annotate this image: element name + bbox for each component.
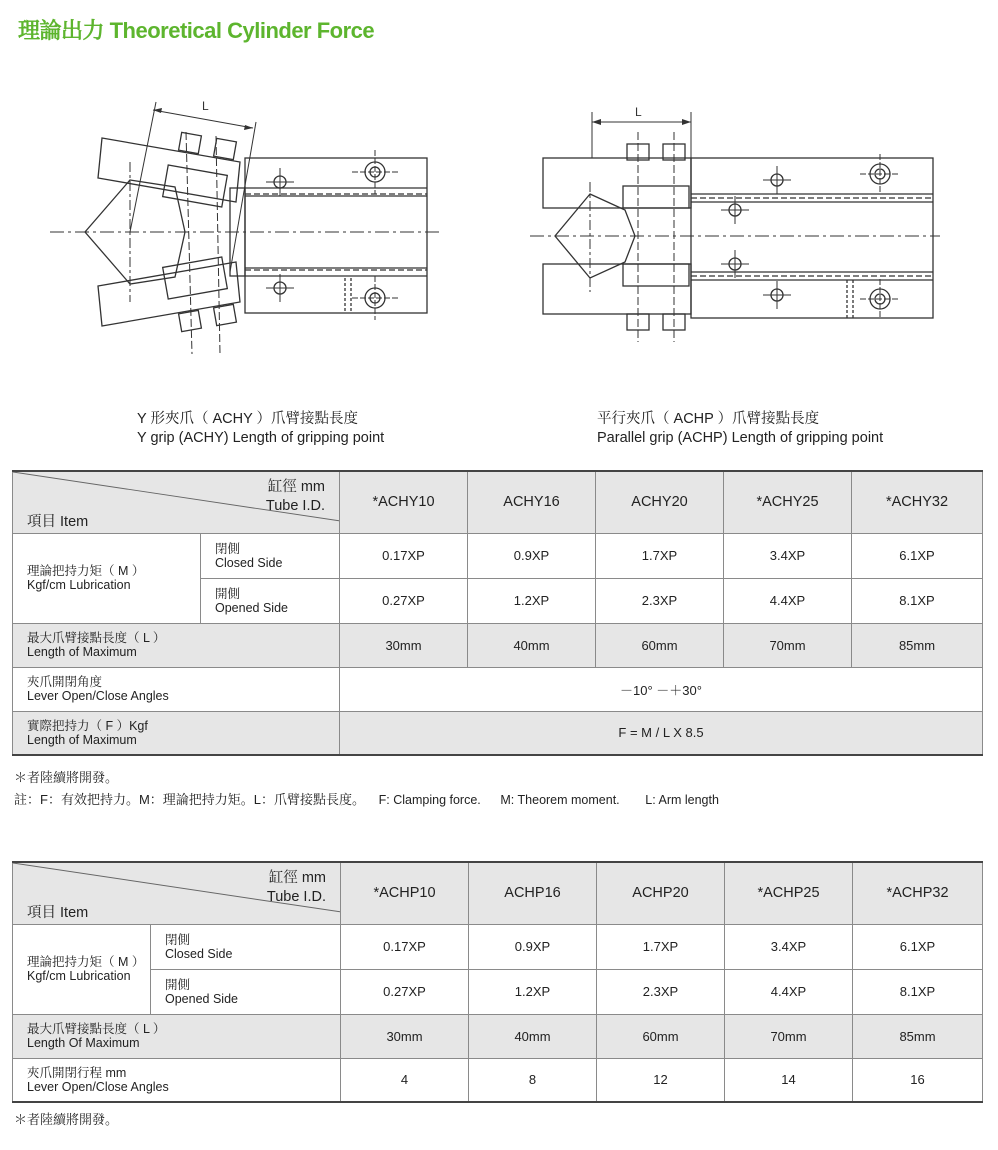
table1-cell: 85mm: [852, 623, 983, 667]
table1-force-zh: 實際把持力（ F ）Kgf: [27, 718, 148, 733]
table1-opened-zh: 開側: [215, 586, 241, 601]
table2-closed-zh: 閉側: [165, 932, 191, 947]
table2-cell: 12: [597, 1058, 725, 1102]
table2-cell: 0.27XP: [341, 969, 469, 1014]
table2-cell: 4: [341, 1058, 469, 1102]
table1-opened-en: Opened Side: [215, 600, 288, 615]
table1-opened-label: [201, 578, 340, 623]
table1-cell: 6.1XP: [852, 533, 983, 578]
table1-item-label: 項目 Item: [27, 513, 89, 530]
table2-row-length: [13, 1014, 983, 1058]
achy-force-table: [12, 470, 983, 756]
table1-cell: 8.1XP: [852, 578, 983, 623]
table1-length-en: Length of Maximum: [27, 645, 137, 659]
table2-closed-label: [151, 924, 341, 969]
table2-cell: 1.7XP: [597, 924, 725, 969]
table2-row-opened: [13, 969, 983, 1014]
table1-cell: 40mm: [468, 623, 596, 667]
table2-col-header: ACHP20: [597, 862, 725, 924]
table1-closed-en: Closed Side: [215, 555, 283, 570]
table1-angle-value: －10° －＋30°: [340, 667, 983, 711]
table1-cell: 4.4XP: [724, 578, 852, 623]
table2-cell: 85mm: [853, 1014, 983, 1058]
table1-cell: 1.2XP: [468, 578, 596, 623]
table1-cell: 3.4XP: [724, 533, 852, 578]
table1-cell: 70mm: [724, 623, 852, 667]
parallel-grip-diagram: [525, 102, 945, 352]
table1-length-label: [13, 623, 340, 667]
table2-opened-en: Opened Side: [165, 991, 238, 1006]
table2-cell: 6.1XP: [853, 924, 983, 969]
table2-cell: 8.1XP: [853, 969, 983, 1014]
table1-cell: 30mm: [340, 623, 468, 667]
table2-length-label: [13, 1014, 341, 1058]
table1-dev-note: ＊者陸續將開發。: [14, 770, 119, 785]
table1-tube-en: Tube I.D.: [265, 498, 325, 514]
table2-dev-note: ＊者陸續將開發。: [14, 1112, 119, 1127]
table1-col-header: *ACHY25: [724, 471, 852, 533]
table1-legend-note: [14, 789, 719, 808]
table2-opened-label: [151, 969, 341, 1014]
table1-force-value: F = M / L X 8.5: [340, 711, 983, 755]
table1-force-label: [13, 711, 340, 755]
table2-moment-en: Kgf/cm Lubrication: [27, 969, 131, 983]
table1-angle-zh: 夾爪開閉角度: [27, 675, 103, 689]
table1-moment-label: [13, 533, 201, 623]
table1-cell: 0.27XP: [340, 578, 468, 623]
table2-cell: 8: [469, 1058, 597, 1102]
table2-cell: 14: [725, 1058, 853, 1102]
y-grip-caption: [137, 410, 384, 448]
table1-closed-label: [201, 533, 340, 578]
table2-header-corner: [13, 862, 341, 924]
table2-moment-label: [13, 924, 151, 1014]
table1-angle-en: Lever Open/Close Angles: [27, 689, 169, 703]
table2-cell: 1.2XP: [469, 969, 597, 1014]
table2-col-header: ACHP16: [469, 862, 597, 924]
table1-col-header: *ACHY32: [852, 471, 983, 533]
table2-cell: 3.4XP: [725, 924, 853, 969]
table2-moment-zh: 理論把持力矩（ M ）: [27, 955, 145, 969]
table2-cell: 16: [853, 1058, 983, 1102]
table1-cell: 60mm: [596, 623, 724, 667]
table1-closed-zh: 閉側: [215, 541, 241, 556]
table2-col-header: *ACHP10: [341, 862, 469, 924]
table2-row-closed: [13, 924, 983, 969]
y-grip-dim-label: L: [202, 99, 209, 113]
page-title: 理論出力 Theoretical Cylinder Force: [18, 18, 375, 43]
table2-cell: 0.17XP: [341, 924, 469, 969]
parallel-grip-caption-zh: 平行夾爪（ ACHP ）爪臂接點長度: [597, 411, 820, 427]
table1-row-length: [13, 623, 983, 667]
table2-length-zh: 最大爪臂接點長度（ L ）: [27, 1022, 166, 1036]
y-grip-caption-zh: Y 形夾爪（ ACHY ）爪臂接點長度: [137, 411, 359, 427]
table2-cell: 70mm: [725, 1014, 853, 1058]
table2-col-header: *ACHP32: [853, 862, 983, 924]
table2-row-stroke: [13, 1058, 983, 1102]
table1-moment-zh: 理論把持力矩（ M ）: [27, 564, 145, 578]
table2-opened-zh: 開側: [165, 977, 191, 992]
table2-item-label: 項目 Item: [27, 904, 89, 921]
parallel-grip-caption-en: Parallel grip (ACHP) Length of gripping point: [597, 430, 884, 446]
table2-tube-en: Tube I.D.: [266, 889, 326, 905]
table1-cell: 2.3XP: [596, 578, 724, 623]
table1-col-header: ACHY16: [468, 471, 596, 533]
table1-cell: 0.17XP: [340, 533, 468, 578]
legend-l: L: Arm length: [645, 793, 719, 807]
table1-tube-zh: 缸徑 mm: [267, 479, 325, 495]
achp-force-table: [12, 861, 983, 1103]
table1-col-header: ACHY20: [596, 471, 724, 533]
y-grip-caption-en: Y grip (ACHY) Length of gripping point: [137, 430, 385, 446]
legend-f: F: Clamping force.: [378, 793, 481, 807]
table2-stroke-en: Lever Open/Close Angles: [27, 1079, 169, 1094]
table1-moment-en: Kgf/cm Lubrication: [27, 578, 131, 592]
table1-force-en: Length of Maximum: [27, 732, 137, 747]
table1-row-force: [13, 711, 983, 755]
table1-cell: 1.7XP: [596, 533, 724, 578]
table2-cell: 0.9XP: [469, 924, 597, 969]
table2-tube-zh: 缸徑 mm: [268, 870, 326, 886]
table2-stroke-label: [13, 1058, 341, 1102]
table1-angle-label: [13, 667, 340, 711]
table1-header-corner: [13, 471, 340, 533]
table1-cell: 0.9XP: [468, 533, 596, 578]
table2-cell: 60mm: [597, 1014, 725, 1058]
table2-cell: 40mm: [469, 1014, 597, 1058]
table2-stroke-zh: 夾爪開閉行程 mm: [27, 1065, 127, 1080]
table1-col-header: *ACHY10: [340, 471, 468, 533]
table2-length-en: Length Of Maximum: [27, 1036, 140, 1050]
table1-row-angle: [13, 667, 983, 711]
table1-length-zh: 最大爪臂接點長度（ L ）: [27, 631, 166, 645]
table2-col-header: *ACHP25: [725, 862, 853, 924]
table2-cell: 4.4XP: [725, 969, 853, 1014]
table2-closed-en: Closed Side: [165, 946, 233, 961]
parallel-grip-dim-label: L: [635, 105, 642, 119]
parallel-grip-caption: [597, 410, 883, 448]
table2-cell: 2.3XP: [597, 969, 725, 1014]
legend-m: M: Theorem moment.: [500, 793, 620, 807]
y-grip-diagram: [40, 92, 450, 362]
legend-zh: 註：F：有效把持力。M：理論把持力矩。L：爪臂接點長度。: [14, 792, 366, 807]
table1-row-closed: [13, 533, 983, 578]
table2-cell: 30mm: [341, 1014, 469, 1058]
